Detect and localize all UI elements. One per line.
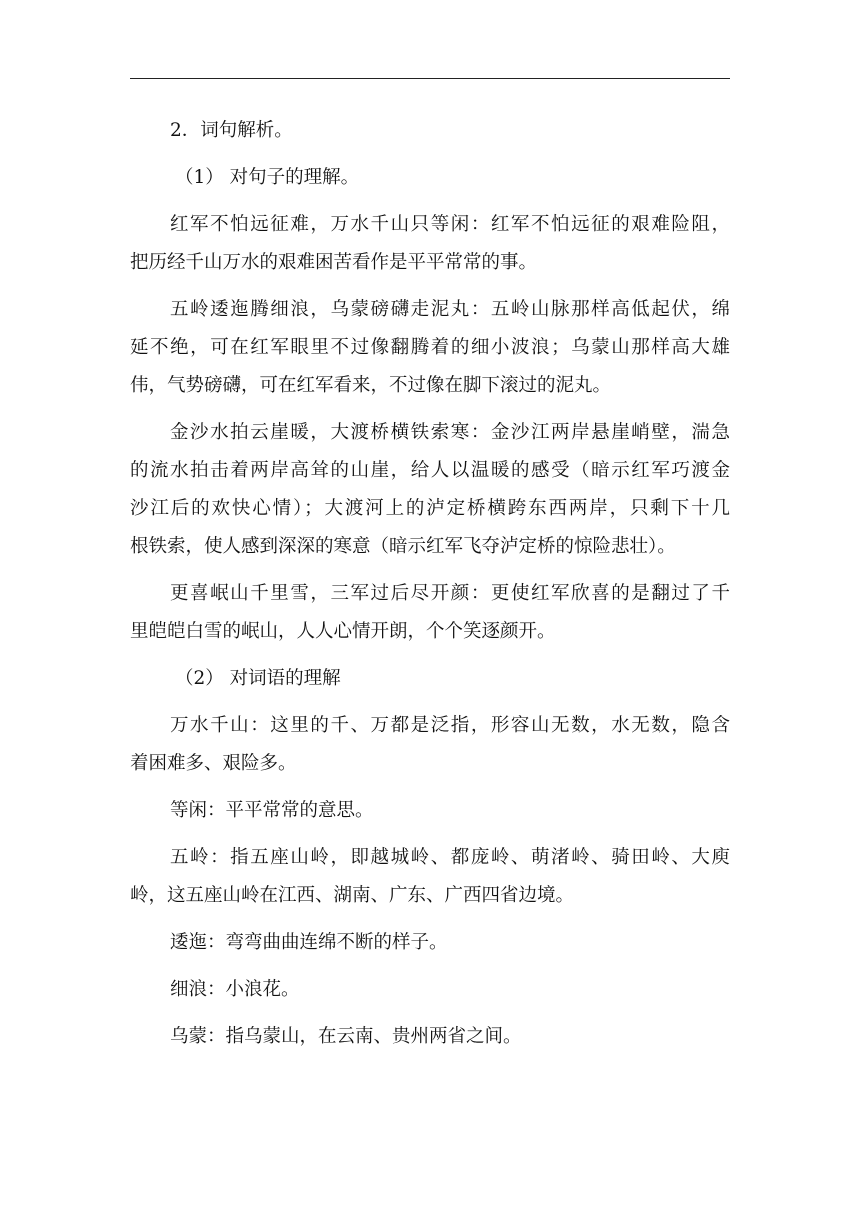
word-paragraph <box>130 1018 730 1056</box>
paragraph-line: 逶迤：弯弯曲曲连绵不断的样子。 <box>170 932 448 953</box>
paragraph-line: 乌蒙：指乌蒙山，在云南、贵州两省之间。 <box>170 1026 522 1047</box>
paragraph-line: 更喜岷山千里雪，三军过后尽开颜：更使红军欣喜的是翻过了千 <box>170 583 730 604</box>
paragraph-line: 延不绝，可在红军眼里不过像翻腾着的细小波浪；乌蒙山那样高大雄 <box>130 337 730 358</box>
paragraph-line: 沙江后的欢快心情）；大渡河上的泸定桥横跨东西两岸，只剩下十几 <box>130 498 730 519</box>
paragraph-line: 的流水拍击着两岸高耸的山崖，给人以温暖的感受（暗示红军巧渡金 <box>130 460 730 481</box>
subsection-title-words: （2） 对词语的理解 <box>175 668 341 689</box>
paragraph-line: 金沙水拍云崖暖，大渡桥横铁索寒：金沙江两岸悬崖峭壁，湍急 <box>170 422 730 443</box>
paragraph-line: 把历经千山万水的艰难困苦看作是平平常常的事。 <box>130 252 538 273</box>
word-paragraph <box>130 792 730 830</box>
paragraph-line: 伟，气势磅礴，可在红军看来，不过像在脚下滚过的泥丸。 <box>130 375 612 396</box>
paragraph-line: 五岭逶迤腾细浪，乌蒙磅礴走泥丸：五岭山脉那样高低起伏，绵 <box>170 299 730 320</box>
paragraph-line: 岭，这五座山岭在江西、湖南、广东、广西四省边境。 <box>130 885 575 906</box>
sentence-paragraph <box>130 575 730 651</box>
word-paragraph <box>130 839 730 915</box>
word-paragraph <box>130 707 730 783</box>
paragraph-line: 红军不怕远征难，万水千山只等闲：红军不怕远征的艰难险阻， <box>170 214 730 235</box>
paragraph-line: 根铁索，使人感到深深的寒意（暗示红军飞夺泸定桥的惊险悲壮）。 <box>130 536 676 557</box>
header-rule <box>130 78 730 79</box>
word-paragraph <box>130 971 730 1009</box>
paragraph-line: 着困难多、艰险多。 <box>130 753 297 774</box>
paragraph-line: 等闲：平平常常的意思。 <box>170 800 374 821</box>
sentence-paragraph <box>130 414 730 566</box>
sentence-paragraph <box>130 206 730 282</box>
subsection-title-sentences: （1） 对句子的理解。 <box>175 167 360 188</box>
sentence-paragraph <box>130 291 730 405</box>
word-paragraph <box>130 924 730 962</box>
document-body <box>130 112 730 1056</box>
section-title: 2．词句解析。 <box>170 120 293 141</box>
paragraph-line: 里皑皑白雪的岷山，人人心情开朗，个个笑逐颜开。 <box>130 621 556 642</box>
paragraph-line: 万水千山：这里的千、万都是泛指，形容山无数，水无数，隐含 <box>170 715 730 736</box>
paragraph-line: 细浪：小浪花。 <box>170 979 300 1000</box>
paragraph-line: 五岭：指五座山岭，即越城岭、都庞岭、萌渚岭、骑田岭、大庾 <box>170 847 730 868</box>
